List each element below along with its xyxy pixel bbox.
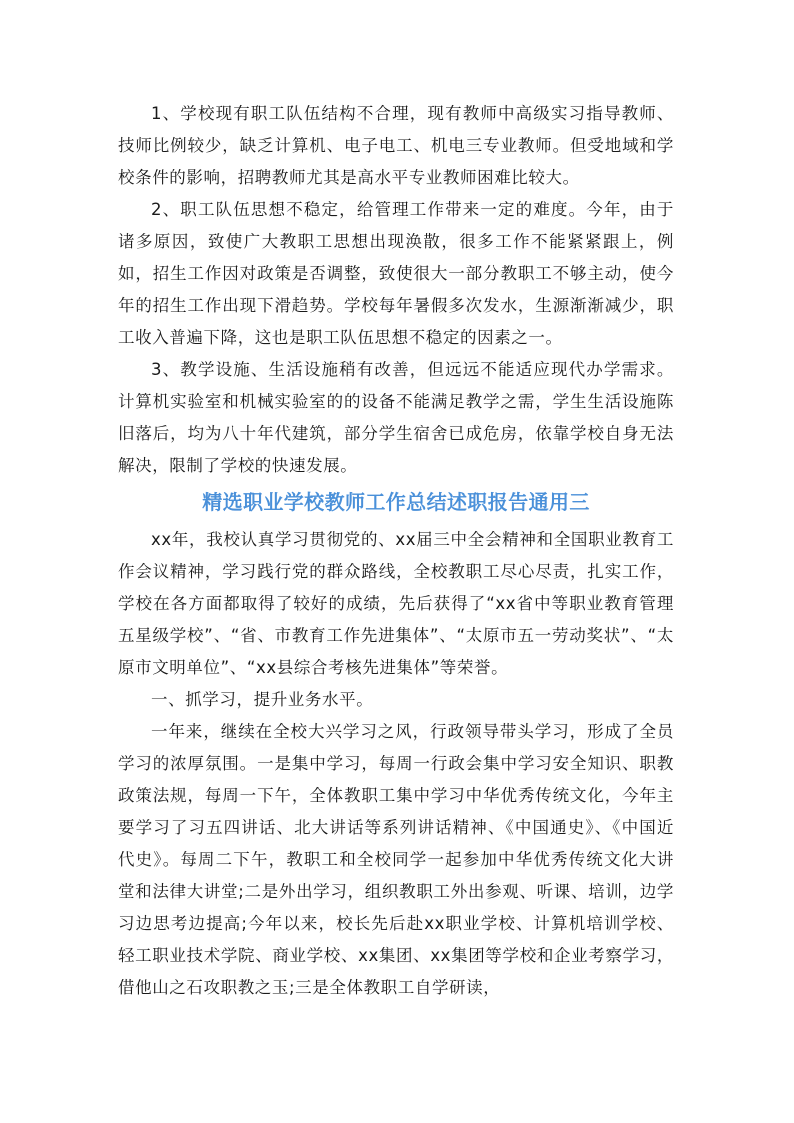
- paragraph-subheading-study: 一、抓学习，提升业务水平。: [151, 690, 374, 709]
- paragraph-facilities: 3、教学设施、生活设施稍有改善，但远远不能适应现代办学需求。计算机实验室和机械实验室的的设备不能满足教学之需，学生生活设施陈旧落后，均为八十年代建筑，部分学生宿舍已成危房，依靠学校自身无法解决，限制了学校的快速发展。: [118, 360, 674, 475]
- report-section: [118, 524, 674, 1004]
- paragraph-staff-morale: 2、职工队伍思想不稳定，给管理工作带来一定的难度。今年，由于诸多原因，致使广大教职工思想出现涣散，很多工作不能紧紧跟上，例如，招生工作因对政策是否调整，致使很大一部分教职工不够主动，使今年的招生工作出现下滑趋势。学校每年暑假多次发水，生源渐渐减少，职工收入普遍下降，这也是职工队伍思想不稳定的因素之一。: [118, 200, 674, 347]
- document-page: [118, 98, 674, 1004]
- paragraph-yearly-summary: xx年，我校认真学习贯彻党的、xx届三中全会精神和全国职业教育工作会议精神，学习践行党的群众路线，全校教职工尽心尽责，扎实工作，学校在各方面都取得了较好的成绩，先后获得了“xx省中等职业教育管理五星级学校”、“省、市教育工作先进集体”、“太原市五一劳动奖状”、“太原市文明单位”、“xx县综合考核先进集体”等荣誉。: [118, 530, 674, 677]
- report-heading: 精选职业学校教师工作总结述职报告通用三: [202, 490, 590, 514]
- problems-section: [118, 98, 674, 482]
- paragraph-study-details: 一年来，继续在全校大兴学习之风，行政领导带头学习，形成了全员学习的浓厚氛围。一是集中学习，每周一行政会集中学习安全知识、职教政策法规，每周一下午，全体教职工集中学习中华优秀传统文化，今年主要学习了习五四讲话、北大讲话等系列讲话精神、《中国通史》、《中国近代史》。每周二下午，教职工和全校同学一起参加中华优秀传统文化大讲堂和法律大讲堂;二是外出学习，组织教职工外出参观、听课、培训，边学习边思考边提高;今年以来，校长先后赴xx职业学校、计算机培训学校、轻工职业技术学院、商业学校、xx集团、xx集团等学校和企业考察学习，借他山之石攻职教之玉;三是全体教职工自学研读，: [118, 722, 674, 997]
- paragraph-staff-structure: 1、学校现有职工队伍结构不合理，现有教师中高级实习指导教师、技师比例较少，缺乏计算机、电子电工、机电三专业教师。但受地域和学校条件的影响，招聘教师尤其是高水平专业教师困难比较大。: [118, 104, 674, 187]
